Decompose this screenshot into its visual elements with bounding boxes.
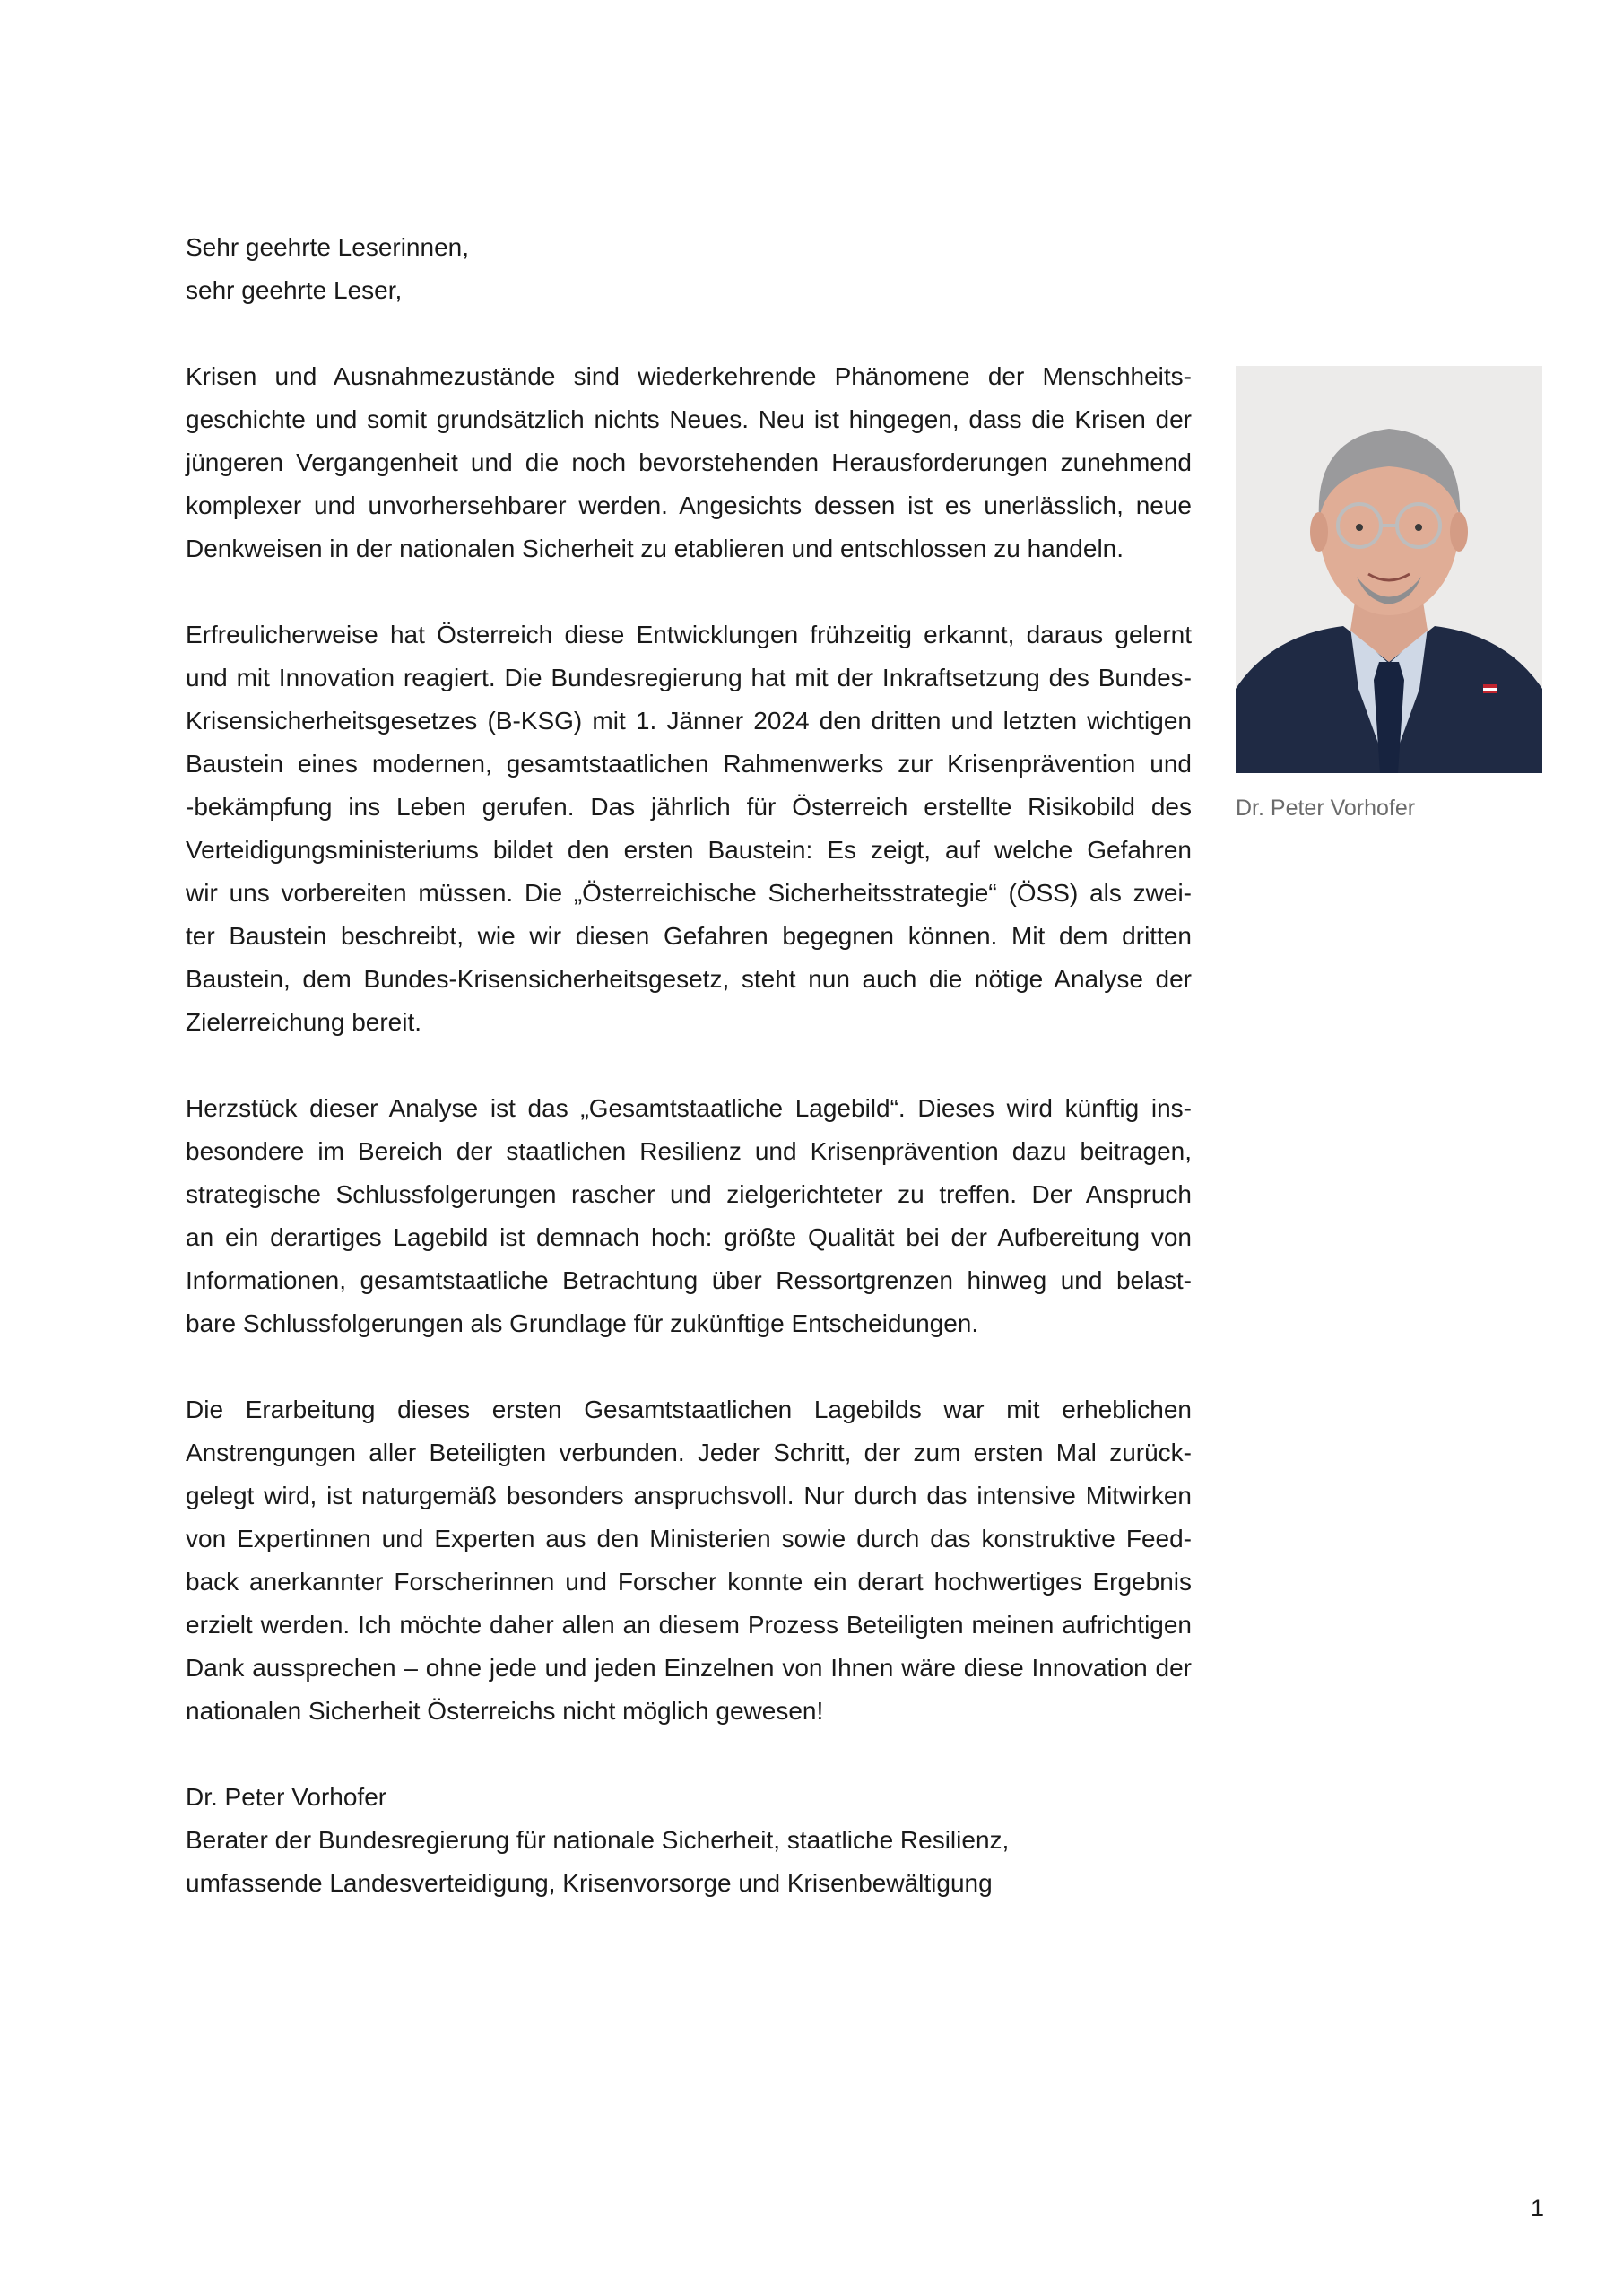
paragraph-line: an ein derartiges Lagebild ist demnach hoch: größte Qualität bei der Aufbereitung von	[186, 1223, 1192, 1251]
portrait-photo	[1236, 366, 1542, 773]
paragraph-line: Dank aussprechen – ohne jede und jeden Einzelnen von Ihnen wäre diese Innovation der	[186, 1654, 1192, 1682]
paragraph-line: ter Baustein beschreibt, wie wir diesen Gefahren begegnen können. Mit dem dritten	[186, 922, 1192, 950]
paragraph-line: wir uns vorbereiten müssen. Die „Österreichische Sicherheitsstrategie“ (ÖSS) als zwei-	[186, 879, 1192, 907]
paragraph-line: Anstrengungen aller Beteiligten verbunden. Jeder Schritt, der zum ersten Mal zurück-	[186, 1439, 1192, 1466]
paragraph-line: back anerkannter Forscherinnen und Forscher konnte ein derart hochwertiges Ergebnis	[186, 1568, 1192, 1596]
portrait-figure	[1236, 366, 1542, 823]
paragraph-line: Verteidigungsministeriums bildet den ersten Baustein: Es zeigt, auf welche Gefahren	[186, 836, 1192, 864]
paragraph-line: komplexer und unvorhersehbarer werden. Angesichts dessen ist es unerlässlich, neue	[186, 491, 1192, 519]
paragraph-line: Herzstück dieser Analyse ist das „Gesamtstaatliche Lagebild“. Dieses wird künftig ins-	[186, 1094, 1192, 1122]
paragraph-line: bare Schlussfolgerungen als Grundlage für zukünftige Entscheidungen.	[186, 1309, 979, 1337]
paragraph-line: jüngeren Vergangenheit und die noch bevorstehenden Herausforderungen zunehmend	[186, 448, 1192, 476]
signature-title-line-2: umfassende Landesverteidigung, Krisenvorsorge und Krisenbewältigung	[186, 1869, 993, 1897]
paragraph-3	[186, 1087, 1192, 1345]
portrait-illustration	[1236, 366, 1542, 773]
paragraph-2	[186, 613, 1192, 1044]
signature-name: Dr. Peter Vorhofer	[186, 1783, 387, 1811]
paragraph-line: Zielerreichung bereit.	[186, 1008, 422, 1036]
paragraph-1	[186, 355, 1192, 570]
paragraph-4	[186, 1388, 1192, 1733]
salutation-line-2: sehr geehrte Leser,	[186, 276, 403, 304]
salutation-line-1: Sehr geehrte Leserinnen,	[186, 233, 469, 261]
paragraph-line: geschichte und somit grundsätzlich nichts Neues. Neu ist hingegen, dass die Krisen der	[186, 405, 1192, 433]
paragraph-line: -bekämpfung ins Leben gerufen. Das jährlich für Österreich erstellte Risikobild des	[186, 793, 1192, 821]
page-number: 1	[1530, 2195, 1544, 2222]
paragraph-line: Krisensicherheitsgesetzes (B-KSG) mit 1. Jänner 2024 den dritten und letzten wichtigen	[186, 707, 1192, 735]
paragraph-line: besondere im Bereich der staatlichen Resilienz und Krisenprävention dazu beitragen,	[186, 1137, 1192, 1165]
paragraph-line: strategische Schlussfolgerungen rascher und zielgerichteter zu treffen. Der Anspruch	[186, 1180, 1192, 1208]
paragraph-line: gelegt wird, ist naturgemäß besonders anspruchsvoll. Nur durch das intensive Mitwirken	[186, 1482, 1192, 1509]
signature-title-line-1: Berater der Bundesregierung für nationale Sicherheit, staatliche Resilienz,	[186, 1826, 1010, 1854]
paragraph-line: Baustein eines modernen, gesamtstaatlichen Rahmenwerks zur Krisenprävention und	[186, 750, 1192, 778]
paragraph-line: Krisen und Ausnahmezustände sind wiederkehrende Phänomene der Menschheits-	[186, 362, 1192, 390]
paragraph-line: und mit Innovation reagiert. Die Bundesregierung hat mit der Inkraftsetzung des Bundes-	[186, 664, 1192, 691]
paragraph-line: Die Erarbeitung dieses ersten Gesamtstaatlichen Lagebilds war mit erheblichen	[186, 1396, 1192, 1423]
signature-block	[186, 1776, 1192, 1905]
letter-body	[186, 226, 1192, 1905]
paragraph-line: Baustein, dem Bundes-Krisensicherheitsgesetz, steht nun auch die nötige Analyse der	[186, 965, 1192, 993]
paragraph-line: von Expertinnen und Experten aus den Ministerien sowie durch das konstruktive Feed-	[186, 1525, 1192, 1552]
salutation	[186, 226, 1192, 312]
paragraph-line: Erfreulicherweise hat Österreich diese Entwicklungen frühzeitig erkannt, daraus gelernt	[186, 621, 1192, 648]
paragraph-line: Informationen, gesamtstaatliche Betrachtung über Ressortgrenzen hinweg und belast-	[186, 1266, 1192, 1294]
portrait-caption: Dr. Peter Vorhofer	[1236, 796, 1416, 821]
paragraph-line: erzielt werden. Ich möchte daher allen an diesem Prozess Beteiligten meinen aufrichtigen	[186, 1611, 1192, 1639]
paragraph-line: Denkweisen in der nationalen Sicherheit zu etablieren und entschlossen zu handeln.	[186, 535, 1124, 562]
paragraph-line: nationalen Sicherheit Österreichs nicht möglich gewesen!	[186, 1697, 824, 1725]
